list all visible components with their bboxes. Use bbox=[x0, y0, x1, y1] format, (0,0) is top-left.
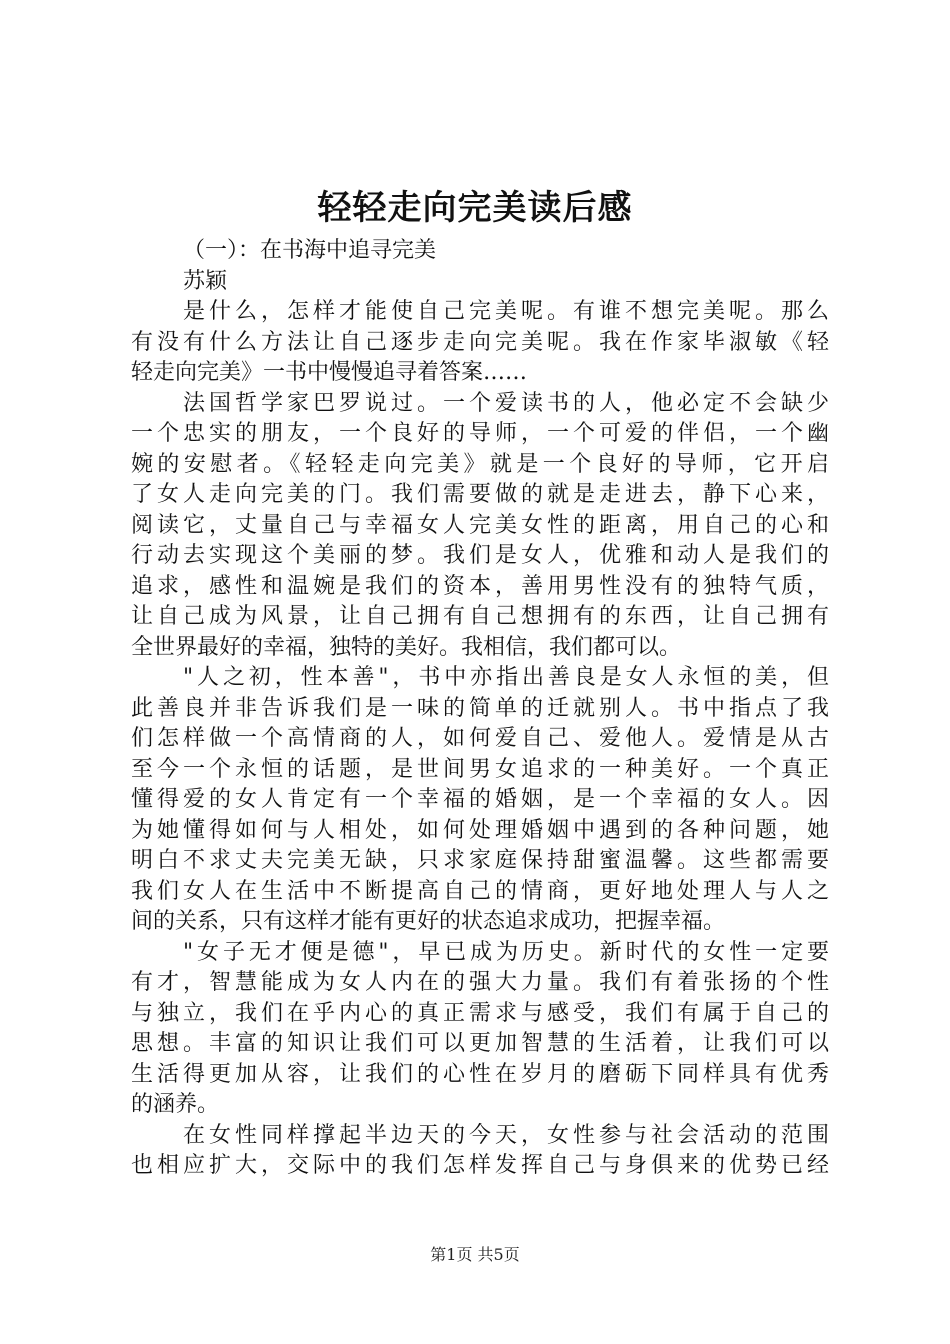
paragraph-line: 思想。丰富的知识让我们可以更加智慧的生活着，让我们可以 bbox=[131, 1031, 829, 1056]
paragraph-line: 的涵养。 bbox=[131, 1092, 220, 1117]
paragraph-line: 了女人走向完美的门。我们需要做的就是走进去，静下心来， bbox=[131, 482, 829, 507]
document-body bbox=[131, 236, 829, 1182]
paragraph-line: 间的关系，只有这样才能有更好的状态追求成功，把握幸福。 bbox=[131, 909, 726, 934]
paragraph-line: 也相应扩大，交际中的我们怎样发挥自己与身俱来的优势已经 bbox=[131, 1153, 829, 1178]
paragraph-line: 追求，感性和温婉是我们的资本，善用男性没有的独特气质， bbox=[131, 573, 829, 599]
paragraph-line: 生活得更加从容，让我们的心性在岁月的磨砺下同样具有优秀 bbox=[131, 1061, 829, 1087]
author-name: 苏颖 bbox=[183, 268, 228, 294]
paragraph-line: 与独立，我们在乎内心的真正需求与感受，我们有属于自己的 bbox=[131, 1000, 829, 1026]
paragraph-line: 此善良并非告诉我们是一味的简单的迁就别人。书中指点了我 bbox=[131, 695, 829, 721]
paragraph-line: 全世界最好的幸福，独特的美好。我相信，我们都可以。 bbox=[131, 634, 682, 660]
section-heading: （一）：在书海中追寻完美 bbox=[183, 238, 437, 263]
paragraph-line: 至今一个永恒的话题，是世间男女追求的一种美好。一个真正 bbox=[131, 756, 829, 782]
paragraph-line: "女子无才便是德"，早已成为历史。新时代的女性一定要 bbox=[183, 939, 829, 965]
paragraph-line: 为她懂得如何与人相处，如何处理婚姻中遇到的各种问题，她 bbox=[131, 817, 829, 843]
paragraph-line: 婉的安慰者。《轻轻走向完美》就是一个良好的导师，它开启 bbox=[131, 451, 829, 477]
paragraph-line: 我们女人在生活中不断提高自己的情商，更好地处理人与人之 bbox=[131, 878, 829, 904]
paragraph-line: 们怎样做一个高情商的人，如何爱自己、爱他人。爱情是从古 bbox=[131, 726, 829, 751]
paragraph-line: 有才，智慧能成为女人内在的强大力量。我们有着张扬的个性 bbox=[131, 970, 829, 995]
paragraph-line: 有没有什么方法让自己逐步走向完美呢。我在作家毕淑敏《轻 bbox=[131, 329, 829, 355]
paragraph-line: 一个忠实的朋友，一个良好的导师，一个可爱的伴侣，一个幽 bbox=[131, 421, 829, 446]
paragraph-line: 阅读它，丈量自己与幸福女人完美女性的距离，用自己的心和 bbox=[131, 512, 829, 538]
page-number-footer: 第1页 共5页 bbox=[430, 1245, 520, 1264]
paragraph-line: "人之初，性本善"，书中亦指出善良是女人永恒的美，但 bbox=[183, 665, 829, 690]
paragraph-line: 懂得爱的女人肯定有一个幸福的婚姻，是一个幸福的女人。因 bbox=[131, 787, 829, 812]
paragraph-line: 行动去实现这个美丽的梦。我们是女人，优雅和动人是我们的 bbox=[131, 543, 829, 568]
paragraph-line: 让自己成为风景，让自己拥有自己想拥有的东西，让自己拥有 bbox=[131, 604, 829, 629]
paragraph-line: 法国哲学家巴罗说过。一个爱读书的人，他必定不会缺少 bbox=[183, 390, 829, 416]
paragraph-line: 在女性同样撑起半边天的今天，女性参与社会活动的范围 bbox=[183, 1122, 829, 1148]
document-title: 轻轻走向完美读后感 bbox=[317, 188, 633, 228]
paragraph-line: 明白不求丈夫完美无缺，只求家庭保持甜蜜温馨。这些都需要 bbox=[131, 848, 829, 873]
paragraph-line: 轻走向完美》一书中慢慢追寻着答案…… bbox=[131, 360, 528, 385]
paragraph-line: 是什么，怎样才能使自己完美呢。有谁不想完美呢。那么 bbox=[183, 299, 829, 324]
